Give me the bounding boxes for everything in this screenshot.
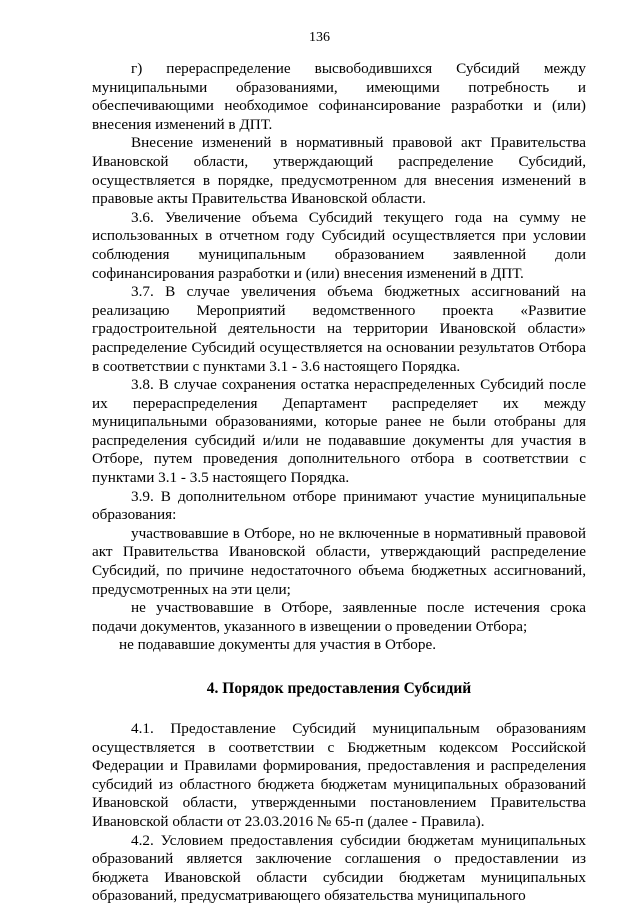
section-heading: 4. Порядок предоставления Субсидий bbox=[206, 680, 472, 697]
paragraph-3-7: 3.7. В случае увеличения объема бюджетных ассигнований на реализацию Мероприятий ведомственного проекта «Развитие градостроительной деятельности на территории Ивановской области» распределение Субсидий осуществляется на основании результатов Отбора в соответствии с пунктами 3.1 - 3.6 настоящего Порядка. bbox=[92, 283, 586, 375]
paragraph-3-8: 3.8. В случае сохранения остатка нераспределенных Субсидий после их перераспределения Департамент распределяет их между муниципальными образованиями, которые ранее не были отобраны для распределения субсидий и/или не подававшие документы для участия в Отборе, путем проведения дополнительного отбора в соответствии с пунктами 3.1 - 3.5 настоящего Порядка. bbox=[92, 376, 586, 487]
paragraph-4-2: 4.2. Условием предоставления субсидии бюджетам муниципальных образований является заключение соглашения о предоставлении из бюджета Ивановской области субсидии бюджетам муниципальных образований, предусматривающего обязательства муниципального bbox=[92, 831, 586, 905]
paragraph-subsidy-redistribution: г) перераспределение высвободившихся Субсидий между муниципальными образованиями, имеющими потребность и обеспечивающими необходимое софинансирование разработки и (или) внесения изменений в ДПТ. bbox=[92, 60, 586, 133]
list-item-not-participated: не участвовавшие в Отборе, заявленные после истечения срока подачи документов, указанного в извещении о проведении Отбора; bbox=[92, 599, 586, 635]
list-item-participated: участвовавшие в Отборе, но не включенные в нормативный правовой акт Правительства Ивановской области, утверждающий распределение Субсидий, по причине недостаточного объема бюджетных ассигнований, предусмотренных на эти цели; bbox=[92, 524, 586, 598]
paragraph-amendments: Внесение изменений в нормативный правовой акт Правительства Ивановской области, утверждающий распределение Субсидий, осуществляется в порядке, предусмотренном для внесения изменений в правовые акты Правительства Ивановской области. bbox=[92, 134, 586, 208]
document-body bbox=[92, 60, 586, 906]
paragraph-4-1: 4.1. Предоставление Субсидий муниципальным образованиям осуществляется в соответствии с Бюджетным кодексом Российской Федерации и Правилами формирования, предоставления и распределения субсидий из областного бюджета бюджетам муниципальных образований Ивановской области, утвержденными постановлением Правительства Ивановской области от 23.03.2016 № 65-п (далее - Правила). bbox=[92, 720, 586, 830]
page-number: 136 bbox=[309, 30, 330, 45]
list-item-not-submitted: не подававшие документы для участия в Отборе. bbox=[119, 636, 437, 654]
paragraph-3-6: 3.6. Увеличение объема Субсидий текущего года на сумму не использованных в отчетном году Субсидий осуществляется при условии соблюдения муниципальным образованием заявленной доли софинансирования разработки и (или) внесения изменений в ДПТ. bbox=[92, 208, 586, 282]
paragraph-3-9: 3.9. В дополнительном отборе принимают участие муниципальные образования: bbox=[92, 487, 586, 524]
